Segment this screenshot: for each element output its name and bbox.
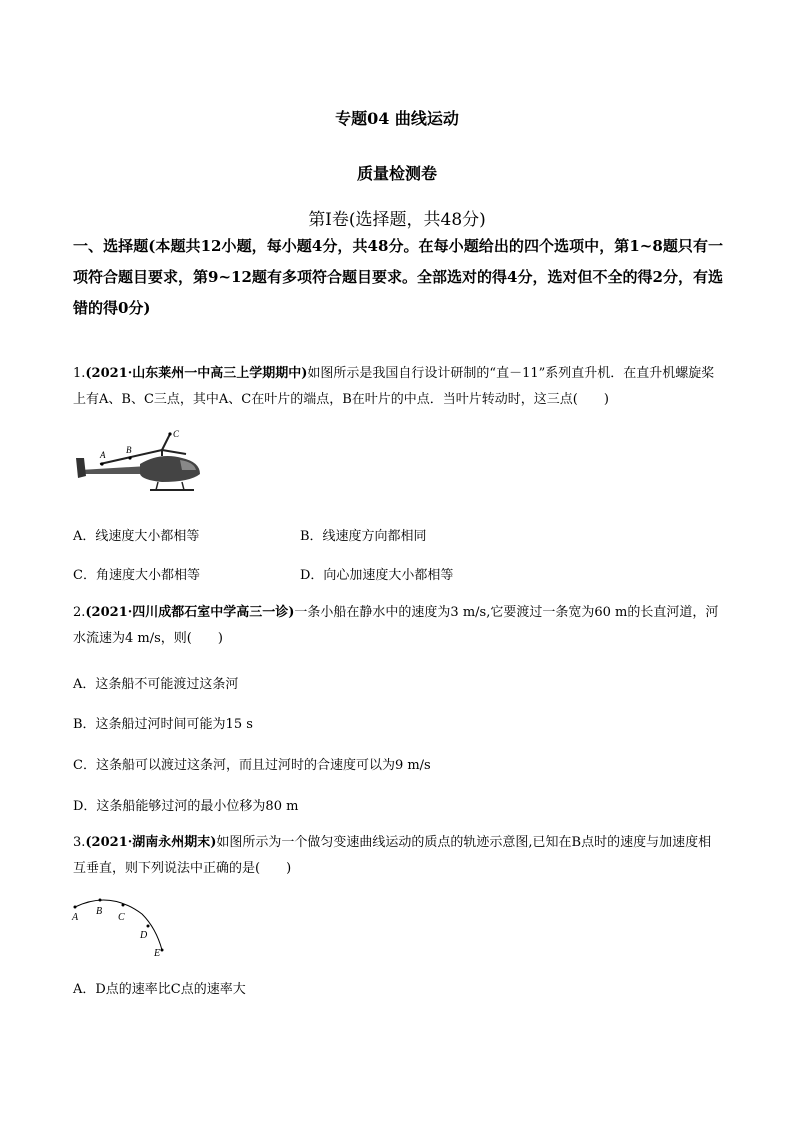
point-b-marker <box>128 456 131 459</box>
q2-number: 2. <box>73 605 86 620</box>
helicopter-figure <box>70 428 210 500</box>
q3-source: (2021·湖南永州期末) <box>85 835 217 850</box>
q3-option-a[interactable]: A．D点的速率比C点的速率大 <box>73 982 246 997</box>
point-label-a: A <box>100 450 106 460</box>
traj-label-c: C <box>118 912 125 923</box>
q1-stem: 如图所示是我国自行设计研制的“直－11”系列直升机．在直升机螺旋桨上有A、B、C三点，其中A、C在叶片的端点，B在叶片的中点．当叶片转动时，这三点( ) <box>73 366 715 407</box>
q2-stem: 一条小船在静水中的速度为3 m/s,它要渡过一条宽为60 m的长直河道，河水流速为4 m/s，则( ) <box>73 605 719 646</box>
q2-option-b[interactable]: B．这条船过河时间可能为15 s <box>73 717 253 732</box>
q1-option-b[interactable]: B．线速度方向都相同 <box>300 529 427 544</box>
helicopter-skid-strut <box>182 482 184 490</box>
traj-point-e <box>161 949 164 952</box>
volume-heading: 第Ⅰ卷(选择题，共48分) <box>308 210 486 230</box>
traj-point-c <box>122 904 125 907</box>
helicopter-tail-fin <box>76 458 86 478</box>
rotor-blade-back <box>162 450 186 454</box>
point-label-c: C <box>173 429 180 439</box>
traj-point-a <box>74 906 77 909</box>
point-c-marker <box>168 432 171 435</box>
rotor-blade-right <box>162 434 170 450</box>
point-label-b: B <box>126 445 132 455</box>
q2-option-d[interactable]: D．这条船能够过河的最小位移为80 m <box>73 799 299 814</box>
traj-label-e: E <box>154 948 161 958</box>
q2-option-c[interactable]: C．这条船可以渡过这条河，而且过河时的合速度可以为9 m/s <box>73 758 431 773</box>
trajectory-figure <box>68 898 178 958</box>
section-instructions: 一、选择题(本题共12小题，每小题4分，共48分。在每小题给出的四个选项中，第1~8题只有一项符合题目要求，第9~12题有多项符合题目要求。全部选对的得4分，选对但不全的得2分，有选错的得0分) <box>73 237 723 317</box>
q1-source: (2021·山东莱州一中高三上学期期中) <box>85 366 308 381</box>
question-3 <box>73 830 723 882</box>
q1-option-c[interactable]: C．角速度大小都相等 <box>73 568 200 583</box>
point-a-marker <box>100 462 103 465</box>
q2-option-a[interactable]: A．这条船不可能渡过这条河 <box>73 677 239 692</box>
q2-source: (2021·四川成都石室中学高三一诊) <box>85 605 295 620</box>
question-1 <box>73 361 723 413</box>
traj-label-b: B <box>96 906 103 917</box>
exam-subtitle: 质量检测卷 <box>356 164 437 183</box>
traj-point-b <box>99 899 102 902</box>
traj-label-a: A <box>72 912 79 923</box>
q1-option-d[interactable]: D．向心加速度大小都相等 <box>300 568 454 583</box>
traj-label-d: D <box>140 930 148 941</box>
q3-number: 3. <box>73 835 86 850</box>
q3-stem: 如图所示为一个做匀变速曲线运动的质点的轨迹示意图,已知在B点时的速度与加速度相互垂直，则下列说法中正确的是( ) <box>73 835 712 876</box>
helicopter-tail <box>80 466 150 474</box>
traj-point-d <box>147 925 150 928</box>
helicopter-skid-strut <box>156 482 158 490</box>
q1-number: 1. <box>73 366 86 381</box>
question-2 <box>73 600 723 652</box>
topic-title: 专题04 曲线运动 <box>335 109 459 128</box>
q1-option-a[interactable]: A．线速度大小都相等 <box>73 529 200 544</box>
